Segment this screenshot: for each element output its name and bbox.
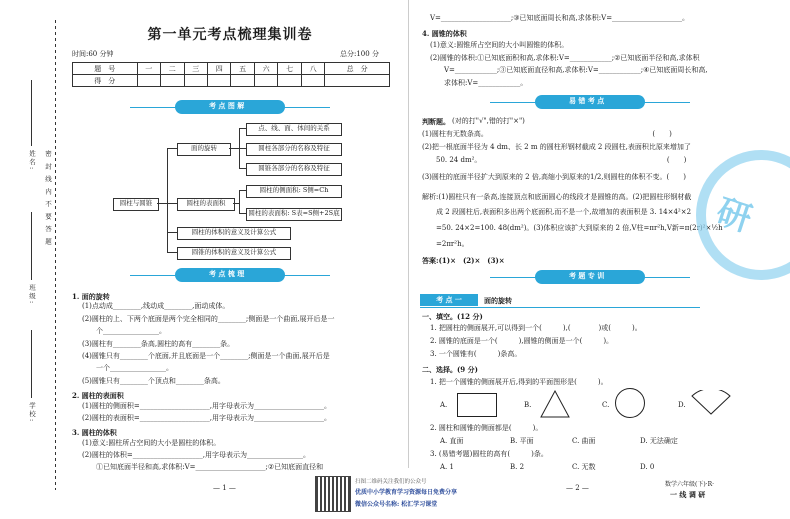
score-cell: 一 bbox=[137, 63, 160, 75]
class-label: 班级: bbox=[28, 284, 36, 306]
score-value-row bbox=[73, 75, 390, 87]
option-text: D. 0 bbox=[640, 463, 655, 471]
tree-leaf: 圆柱的表面积: S表=S侧+2S底 bbox=[246, 208, 342, 221]
seal-line-text: 密 封 线 内 不 要 答 题 bbox=[44, 150, 52, 247]
tree-node-volume-cone: 圆锥的体积的意义及计算公式 bbox=[177, 247, 291, 260]
question-line: ①已知底面半径和高,求体积:V=____________________;②已知底面直径和 bbox=[82, 463, 324, 471]
name-line bbox=[31, 80, 32, 146]
judge-item: (1)圆柱有无数条高。 ( ) bbox=[422, 130, 672, 138]
score-input-cell[interactable] bbox=[231, 75, 254, 87]
score-cell: 得 分 bbox=[73, 75, 138, 87]
banner-label: 易 错 考 点 bbox=[569, 96, 605, 105]
total-score: 总分:100 分 bbox=[340, 50, 379, 58]
judge-item: 50. 24 dm²。 ( ) bbox=[422, 156, 687, 164]
brand-name: 一 线 调 研 bbox=[670, 490, 706, 499]
score-cell: 六 bbox=[254, 63, 277, 75]
option-text: B. 平面 bbox=[510, 437, 534, 445]
question-line: (1)意义:圆柱所占空间的大小是圆柱的体积。 bbox=[82, 439, 221, 447]
score-input-cell[interactable] bbox=[254, 75, 277, 87]
choice-question: 2. 圆柱和圆锥的侧面都是( )。 bbox=[430, 424, 543, 432]
banner-label: 考 点 梳 理 bbox=[209, 269, 245, 278]
option-text: A. 1 bbox=[440, 463, 454, 471]
sector-figure bbox=[690, 390, 732, 416]
footer-line: 扫图二维码关注我们的公众号 bbox=[355, 479, 427, 485]
footer-line: 优质中小学教育学习资源每日免费分享 bbox=[355, 489, 458, 496]
page-title: 第一单元考点梳理集训卷 bbox=[147, 27, 313, 43]
score-input-cell[interactable] bbox=[301, 75, 324, 87]
name-label: 姓名: bbox=[28, 150, 36, 172]
judge-item: (2)把一根底面半径为 4 dm、长 2 m 的圆柱形钢材截成 2 段圆柱,表面积比原来增加了 bbox=[422, 143, 691, 151]
question-line: (2)圆锥的体积:①已知底面积和高,求体积:V=____________;②已知底面半径和高,求体积 bbox=[430, 54, 700, 62]
option-label: A. bbox=[440, 401, 448, 409]
score-input-cell[interactable] bbox=[325, 75, 390, 87]
section-banner-review bbox=[130, 268, 330, 282]
fill-item: 2. 圆锥的底面是一个( ),圆锥的侧面是一个( )。 bbox=[430, 337, 614, 345]
topic-underline bbox=[420, 307, 700, 308]
score-cell: 二 bbox=[161, 63, 184, 75]
question-line: (1)意义:圆锥所占空间的大小叫圆锥的体积。 bbox=[430, 41, 569, 49]
question-line: (1)点动成________,线动成________,面动成体。 bbox=[82, 302, 230, 310]
question-line: 一个________________。 bbox=[82, 364, 173, 372]
banner-label: 考 题 专 训 bbox=[569, 271, 605, 280]
question-line: 个________________。 bbox=[82, 327, 166, 335]
option-label: D. bbox=[678, 401, 686, 409]
section-banner-mistakes bbox=[490, 95, 690, 109]
question-line: (2)圆柱的上、下两个底面是两个完全相同的________;侧面是一个曲面,展开后是一 bbox=[82, 315, 335, 323]
question-line: (5)圆锥只有________个顶点和________条高。 bbox=[82, 377, 225, 385]
section-heading: 3. 圆柱的体积 bbox=[72, 428, 117, 437]
binding-margin bbox=[0, 0, 60, 519]
score-input-cell[interactable] bbox=[161, 75, 184, 87]
answer-line: 答案:(1)× (2)× (3)× bbox=[422, 256, 505, 265]
school-label: 学校: bbox=[28, 402, 36, 424]
option-text: A. 直面 bbox=[440, 437, 464, 445]
rectangle-figure bbox=[457, 393, 497, 417]
section-heading: 2. 圆柱的表面积 bbox=[72, 391, 124, 400]
section-heading: 4. 圆锥的体积 bbox=[422, 29, 467, 38]
tree-leaf: 圆锥各部分的名称及特征 bbox=[246, 163, 342, 176]
score-cell: 三 bbox=[184, 63, 207, 75]
score-cell: 题 号 bbox=[73, 63, 138, 75]
page-number-left: — 1 — bbox=[213, 484, 236, 492]
score-cell: 总 分 bbox=[325, 63, 390, 75]
question-line: (2)圆柱的表面积=____________________,用字母表示为____________________。 bbox=[82, 414, 332, 422]
section-banner-diagram bbox=[130, 100, 330, 114]
score-header-row bbox=[73, 63, 390, 75]
option-text: D. 无法确定 bbox=[640, 437, 678, 445]
judge-item: (3)圆柱的底面半径扩大到原来的 2 倍,高缩小到原来的1/2,则圆柱的体积不变。( ) bbox=[422, 173, 686, 181]
option-label: B. bbox=[524, 401, 532, 409]
tree-node-volume-cylinder: 圆柱的体积的意义及计算公式 bbox=[177, 227, 291, 240]
score-cell: 八 bbox=[301, 63, 324, 75]
option-text: C. 无数 bbox=[572, 463, 596, 471]
section-heading: 二、选择。(9 分) bbox=[422, 365, 478, 374]
analysis-line: =50. 24×2=100. 48(dm²)。(3)体积应该扩大到原来的 2 倍,V柱=πr²h,V新=π(2r)²×½h bbox=[422, 224, 723, 232]
section-heading: 1. 面的旋转 bbox=[72, 292, 110, 301]
analysis-line: 解析:(1)圆柱只有一条高,连接顶点和底面圆心的线段才是圆锥的高。(2)把圆柱形钢材截 bbox=[422, 193, 692, 201]
tree-node-surface: 圆柱的表面积 bbox=[177, 198, 235, 211]
school-line bbox=[31, 330, 32, 398]
judge-hint: (对的打"√",错的打"×") bbox=[452, 117, 525, 125]
score-cell: 四 bbox=[207, 63, 230, 75]
score-input-cell[interactable] bbox=[137, 75, 160, 87]
analysis-line: 成 2 段圆柱后,表面积多出两个底面积,而不是一个,故增加的表面积是 3. 14×4²×2 bbox=[422, 208, 692, 216]
option-label: C. bbox=[602, 401, 610, 409]
fill-item: 3. 一个圆锥有( )条高。 bbox=[430, 350, 522, 358]
tree-leaf: 圆柱各部分的名称及特征 bbox=[246, 143, 342, 156]
class-line bbox=[31, 212, 32, 280]
seal-dashed-line bbox=[55, 20, 56, 490]
banner-label: 考 点 图 解 bbox=[209, 101, 245, 110]
question-line: V=____________;③已知底面直径和高,求体积:V=____________;④已知底面周长和高, bbox=[430, 66, 708, 74]
score-input-cell[interactable] bbox=[278, 75, 301, 87]
analysis-line: =2πr²h。 bbox=[422, 240, 469, 248]
section-heading: 判断题。 bbox=[422, 117, 450, 126]
footer-line: 微信公众号名称: 松汇学习课堂 bbox=[355, 501, 438, 508]
score-input-cell[interactable] bbox=[184, 75, 207, 87]
question-line: (4)圆锥只有________个底面,并且底面是一个________;侧面是一个曲面,展开后是 bbox=[82, 352, 330, 360]
tree-leaf: 点、线、面、体间的关系 bbox=[246, 123, 342, 136]
score-cell: 七 bbox=[278, 63, 301, 75]
tree-node-rotate: 面的旋转 bbox=[177, 143, 231, 156]
question-line: V=____________________;③已知底面周长和高,求体积:V=____________________。 bbox=[430, 14, 690, 22]
page-divider bbox=[408, 0, 409, 468]
topic-title: 面的旋转 bbox=[484, 296, 512, 305]
choice-question: 1. 把一个圆锥的侧面展开后,得到的平面图形是( )。 bbox=[430, 378, 608, 386]
triangle-figure bbox=[540, 390, 570, 418]
brand-label: 数学六年级(下)·R· bbox=[665, 481, 715, 488]
time-info: 时间:60 分钟 bbox=[72, 50, 114, 58]
option-text: C. 曲面 bbox=[572, 437, 596, 445]
section-banner-practice bbox=[490, 270, 690, 284]
score-input-cell[interactable] bbox=[207, 75, 230, 87]
question-line: (1)圆柱的侧面积=____________________,用字母表示为____________________。 bbox=[82, 402, 332, 410]
score-cell: 五 bbox=[231, 63, 254, 75]
tree-root: 圆柱与圆锥 bbox=[113, 198, 159, 211]
score-table bbox=[72, 62, 390, 87]
qr-code-icon bbox=[315, 476, 351, 512]
option-text: B. 2 bbox=[510, 463, 525, 471]
choice-question: 3. (易错考题)圆柱的高有( )条。 bbox=[430, 450, 548, 458]
tree-leaf: 圆柱的侧面积: S侧=Ch bbox=[246, 185, 342, 198]
stamp-glyph: 研 bbox=[711, 191, 757, 241]
fill-item: 1. 把圆柱的侧面展开,可以得到一个( ),( )或( )。 bbox=[430, 324, 642, 332]
question-line: (3)圆柱有________条高,圆柱的高有________条。 bbox=[82, 340, 235, 348]
section-heading: 一、填空。(12 分) bbox=[422, 312, 483, 321]
circle-figure bbox=[615, 388, 645, 418]
question-line: 求体积:V=____________。 bbox=[430, 79, 528, 87]
question-line: (2)圆柱的体积=____________________,用字母表示为________________。 bbox=[82, 451, 311, 459]
topic-tag: 考 点 一 bbox=[420, 294, 478, 306]
page-number-right: — 2 — bbox=[566, 484, 589, 492]
